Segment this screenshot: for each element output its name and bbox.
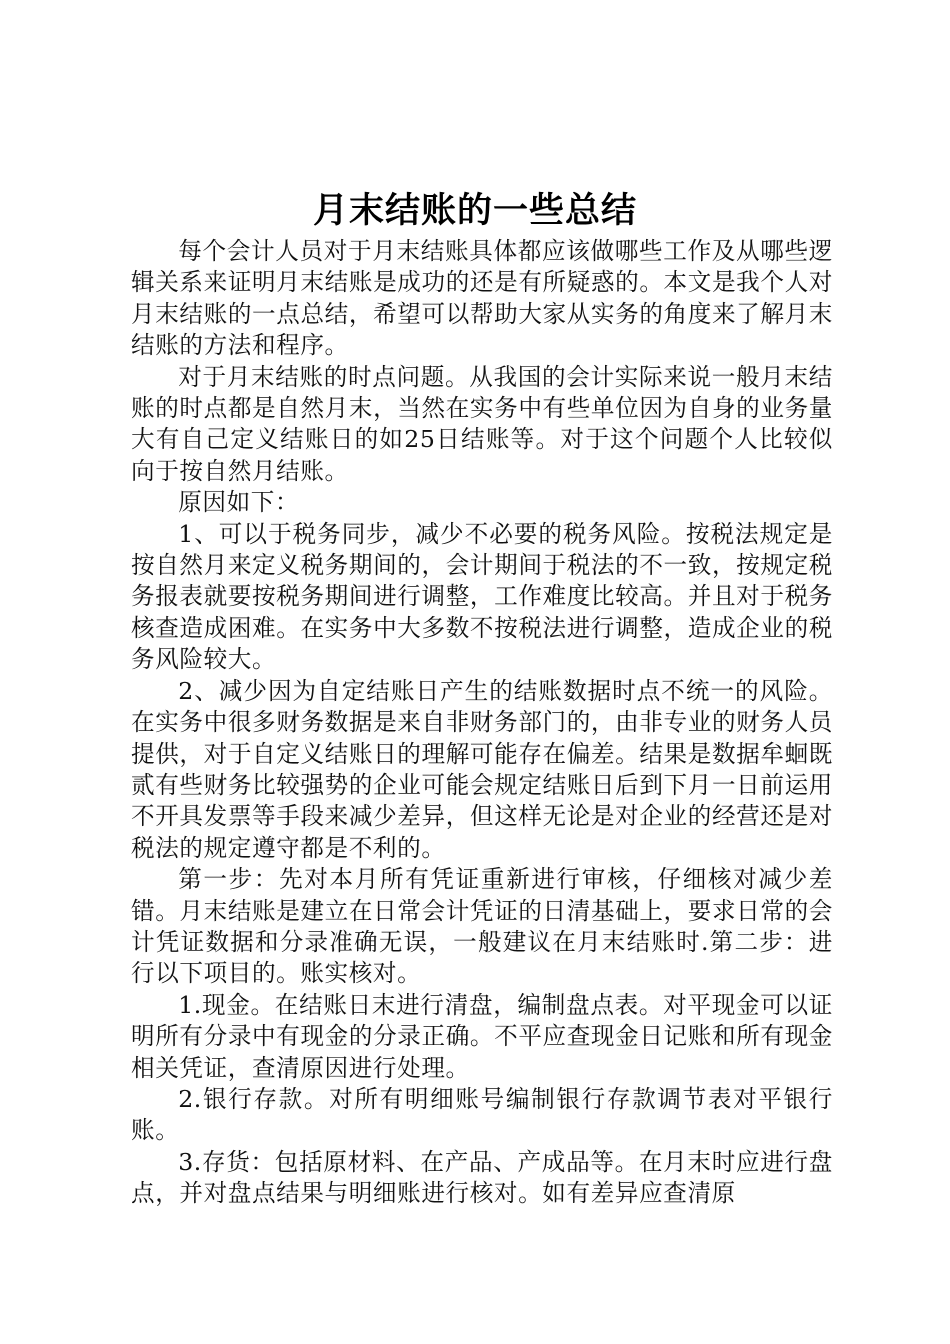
paragraph-reasons-heading: 原因如下： <box>178 488 300 517</box>
paragraph-reason-2: 2、减少因为自定结账日产生的结账数据时点不统一的风险。在实务中很多财务数据是来自非财务部门的，由非专业的财务人员提供，对于自定义结账日的理解可能存在偏差。结果是数据牟蛔既贰有些财务比较强势的企业可能会规定结账日后到下月一日前运用不开具发票等手段来减少差异，但这样无论是对企业的经营还是对税法的规定遵守都是不利的。 <box>131 676 833 862</box>
paragraph-item-inventory: 3.存货：包括原材料、在产品、产成品等。在月末时应进行盘点，并对盘点结果与明细账进行核对。如有差异应查清原 <box>131 1147 833 1208</box>
document-body <box>131 236 833 1210</box>
paragraph-timing: 对于月末结账的时点问题。从我国的会计实际来说一般月末结账的时点都是自然月末，当然在实务中有些单位因为自身的业务量大有自己定义结账日的如25日结账等。对于这个问题个人比较似向于按自然月结账。 <box>131 362 833 485</box>
paragraph-item-cash: 1.现金。在结账日末进行清盘，编制盘点表。对平现金可以证明所有分录中有现金的分录正确。不平应查现金日记账和所有现金相关凭证，查清原因进行处理。 <box>131 990 833 1082</box>
document-title: 月末结账的一些总结 <box>312 191 637 231</box>
paragraph-intro: 每个会计人员对于月末结账具体都应该做哪些工作及从哪些逻辑关系来证明月末结账是成功的还是有所疑惑的。本文是我个人对月末结账的一点总结，希望可以帮助大家从实务的角度来了解月末结账的方法和程序。 <box>131 237 833 360</box>
paragraph-item-bank: 2.银行存款。对所有明细账号编制银行存款调节表对平银行账。 <box>131 1084 833 1145</box>
paragraph-step-1: 第一步：先对本月所有凭证重新进行审核，仔细核对减少差错。月末结账是建立在日常会计凭证的日清基础上，要求日常的会计凭证数据和分录准确无误，一般建议在月末结账时.第二步：进行以下项目的。账实核对。 <box>131 865 833 988</box>
paragraph-reason-1: 1、可以于税务同步，减少不必要的税务风险。按税法规定是按自然月来定义税务期间的，会计期间于税法的不一致，按规定税务报表就要按税务期间进行调整，工作难度比较高。并且对于税务核查造成困难。在实务中大多数不按税法进行调整，造成企业的税务风险较大。 <box>131 519 833 674</box>
